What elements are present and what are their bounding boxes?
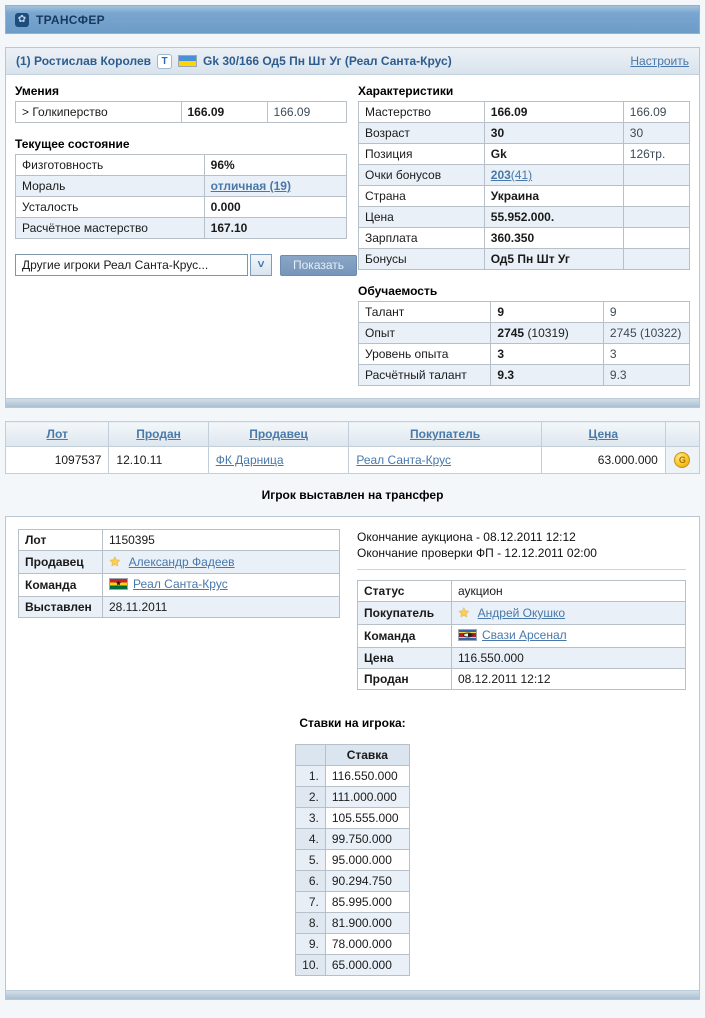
- train-value: 9: [491, 302, 604, 323]
- bid-value: 99.750.000: [325, 829, 409, 850]
- bid-value: 81.900.000: [325, 913, 409, 934]
- train-label: Опыт: [359, 323, 491, 344]
- player-header: [6, 48, 699, 75]
- player-summary: Gk 30/166 Од5 Пн Шт Уг (Реал Санта-Крус): [203, 54, 452, 68]
- char-value-secondary: 30: [623, 123, 689, 144]
- bid-value: 111.000.000: [325, 787, 409, 808]
- char-value: 55.952.000.: [484, 207, 623, 228]
- skill-value: 166.09: [181, 102, 267, 123]
- history-sold-date: 12.10.11: [109, 447, 208, 474]
- table-row: Опыт 2745 (10319) 2745 (10322): [359, 323, 690, 344]
- table-row: [358, 648, 686, 669]
- other-players-select[interactable]: [15, 254, 272, 276]
- table-row: [19, 574, 340, 597]
- transfer-panel: [5, 516, 700, 1000]
- table-row: [359, 165, 690, 186]
- char-label: Позиция: [359, 144, 485, 165]
- history-header-row: [6, 422, 700, 447]
- char-value: Украина: [484, 186, 623, 207]
- table-row: 1. 116.550.000: [296, 766, 410, 787]
- table-row: 8. 81.900.000: [296, 913, 410, 934]
- table-row: 6. 90.294.750: [296, 871, 410, 892]
- bid-value: 105.555.000: [325, 808, 409, 829]
- player-name: (1) Ростислав Королев: [16, 54, 152, 68]
- train-value-secondary: 3: [603, 344, 689, 365]
- bid-value: 90.294.750: [325, 871, 409, 892]
- team-flag-icon: ★: [109, 578, 128, 590]
- bid-value: 85.995.000: [325, 892, 409, 913]
- skill-label: > Голкиперство: [16, 102, 182, 123]
- char-value: 166.09: [484, 102, 623, 123]
- train-value-secondary: 9: [603, 302, 689, 323]
- buyer-link[interactable]: Реал Санта-Крус: [356, 453, 452, 467]
- table-row: 10. 65.000.000: [296, 955, 410, 976]
- transfer-icon: ✿: [15, 13, 29, 27]
- seller-label: Продавец: [19, 551, 103, 574]
- morale-link[interactable]: отличная (19): [210, 179, 291, 193]
- skill-value-secondary: 166.09: [267, 102, 346, 123]
- current-state-table: [15, 154, 347, 239]
- table-row: [359, 207, 690, 228]
- seller-manager-link[interactable]: Александр Фадеев: [128, 555, 235, 569]
- train-value: 3: [491, 344, 604, 365]
- char-value-secondary: 166.09: [623, 102, 689, 123]
- sort-sold-link[interactable]: Продан: [136, 427, 181, 441]
- lot-table: [18, 529, 340, 618]
- table-row: [19, 530, 340, 551]
- char-label: Страна: [359, 186, 485, 207]
- sort-lot-link[interactable]: Лот: [46, 427, 68, 441]
- coin-icon: G: [674, 452, 690, 468]
- table-row: 9. 78.000.000: [296, 934, 410, 955]
- train-value-secondary: 2745 (10322): [603, 323, 689, 344]
- state-label: Мораль: [16, 176, 205, 197]
- table-row: 5. 95.000.000: [296, 850, 410, 871]
- table-row: [16, 176, 347, 197]
- table-row: [359, 249, 690, 270]
- char-label: Очки бонусов: [359, 165, 485, 186]
- show-button[interactable]: Показать: [280, 255, 357, 276]
- price-label: Цена: [358, 648, 452, 669]
- char-value: 30: [484, 123, 623, 144]
- state-value: 0.000: [204, 197, 346, 218]
- table-row: [359, 365, 690, 386]
- char-value: Од5 Пн Шт Уг: [484, 249, 623, 270]
- train-value: 9.3: [491, 365, 604, 386]
- char-label: Цена: [359, 207, 485, 228]
- train-label: Талант: [359, 302, 491, 323]
- table-row: [359, 302, 690, 323]
- bids-header-row: [296, 745, 410, 766]
- configure-link[interactable]: Настроить: [630, 54, 689, 68]
- table-row: [358, 669, 686, 690]
- table-row: [16, 197, 347, 218]
- table-row: [359, 123, 690, 144]
- current-state-title: Текущее состояние: [15, 137, 130, 151]
- table-row: [359, 144, 690, 165]
- skills-table: [15, 101, 347, 123]
- transfer-badge-icon: T: [157, 54, 172, 69]
- lot-number: 1150395: [103, 530, 340, 551]
- history-price: 63.000.000: [541, 447, 665, 474]
- buyer-manager-link[interactable]: Андрей Окушко: [477, 606, 566, 620]
- table-row: [359, 344, 690, 365]
- panel-footer-bar: [6, 398, 699, 407]
- table-row: [16, 102, 347, 123]
- transfer-listed-heading: Игрок выставлен на трансфер: [261, 488, 444, 502]
- price-value: 116.550.000: [452, 648, 686, 669]
- table-row: [358, 625, 686, 648]
- chevron-down-icon[interactable]: ˅: [250, 254, 272, 276]
- status-value: аукцион: [452, 581, 686, 602]
- train-label: Уровень опыта: [359, 344, 491, 365]
- table-row: [6, 447, 700, 474]
- listed-label: Выставлен: [19, 597, 103, 618]
- table-row: 3. 105.555.000: [296, 808, 410, 829]
- sort-seller-link[interactable]: Продавец: [249, 427, 308, 441]
- history-lot: 1097537: [6, 447, 109, 474]
- bonus-points-link[interactable]: 203(41): [490, 168, 533, 182]
- table-row: [358, 602, 686, 625]
- buyer-team-link[interactable]: Свази Арсенал: [482, 628, 567, 642]
- table-row: [19, 551, 340, 574]
- char-label: Бонусы: [359, 249, 485, 270]
- star-icon: ★: [458, 605, 470, 620]
- star-icon: ★: [109, 554, 121, 569]
- char-value: 360.350: [484, 228, 623, 249]
- other-players-row: [15, 254, 347, 276]
- listed-date: 28.11.2011: [103, 597, 340, 618]
- table-row: [359, 186, 690, 207]
- player-panel: [5, 47, 700, 408]
- bid-value: 78.000.000: [325, 934, 409, 955]
- char-label: Возраст: [359, 123, 485, 144]
- lot-label: Лот: [19, 530, 103, 551]
- page-title: ТРАНСФЕР: [36, 12, 105, 27]
- trainability-table: [358, 301, 690, 386]
- char-value-secondary: 126тр.: [623, 144, 689, 165]
- transfer-history-table: [5, 421, 700, 474]
- characteristics-table: [358, 101, 690, 270]
- state-value: 96%: [204, 155, 346, 176]
- sort-price-link[interactable]: Цена: [588, 427, 619, 441]
- char-value: Gk: [484, 144, 623, 165]
- characteristics-title: Характеристики: [358, 84, 454, 98]
- train-value-secondary: 9.3: [603, 365, 689, 386]
- state-label: Физготовность: [16, 155, 205, 176]
- seller-team-link[interactable]: Реал Санта-Крус: [133, 577, 228, 591]
- sort-buyer-link[interactable]: Покупатель: [409, 427, 481, 441]
- table-row: 4. 99.750.000: [296, 829, 410, 850]
- bids-table: [295, 744, 410, 976]
- status-label: Статус: [358, 581, 452, 602]
- state-value: 167.10: [204, 218, 346, 239]
- table-row: [16, 155, 347, 176]
- table-row: 7. 85.995.000: [296, 892, 410, 913]
- auction-end-text: Окончание аукциона - 08.12.2011 12:12: [357, 530, 576, 544]
- train-label: Расчётный талант: [359, 365, 491, 386]
- table-row: 2. 111.000.000: [296, 787, 410, 808]
- transfer-panel-body: [6, 517, 699, 702]
- char-label: Мастерство: [359, 102, 485, 123]
- table-row: [359, 102, 690, 123]
- seller-link[interactable]: ФК Дарница: [215, 453, 284, 467]
- bids-column-header: Ставка: [325, 745, 409, 766]
- table-row: [16, 218, 347, 239]
- skills-title: Умения: [15, 84, 60, 98]
- table-row: [19, 597, 340, 618]
- bid-value: 95.000.000: [325, 850, 409, 871]
- sold-label: Продан: [358, 669, 452, 690]
- panel-footer-bar: [6, 990, 699, 999]
- table-row: [358, 581, 686, 602]
- buyer-label: Покупатель: [358, 602, 452, 625]
- trainability-title: Обучаемость: [358, 284, 438, 298]
- titlebar: [5, 5, 700, 34]
- team-label: Команда: [19, 574, 103, 597]
- team-flag-icon: [458, 629, 477, 641]
- state-label: Расчётное мастерство: [16, 218, 205, 239]
- state-label: Усталость: [16, 197, 205, 218]
- bids-heading: Ставки на игрока:: [299, 716, 406, 730]
- player-panel-body: [6, 75, 699, 398]
- table-row: [359, 228, 690, 249]
- divider: [357, 569, 686, 570]
- auction-status-table: [357, 580, 686, 690]
- fp-check-end-text: Окончание проверки ФП - 12.12.2011 02:00: [357, 546, 597, 560]
- sold-value: 08.12.2011 12:12: [452, 669, 686, 690]
- ukraine-flag-icon: [178, 55, 197, 67]
- bid-value: 65.000.000: [325, 955, 409, 976]
- char-label: Зарплата: [359, 228, 485, 249]
- bid-value: 116.550.000: [325, 766, 409, 787]
- other-players-select-value: Другие игроки Реал Санта-Крус...: [15, 254, 248, 276]
- team-label: Команда: [358, 625, 452, 648]
